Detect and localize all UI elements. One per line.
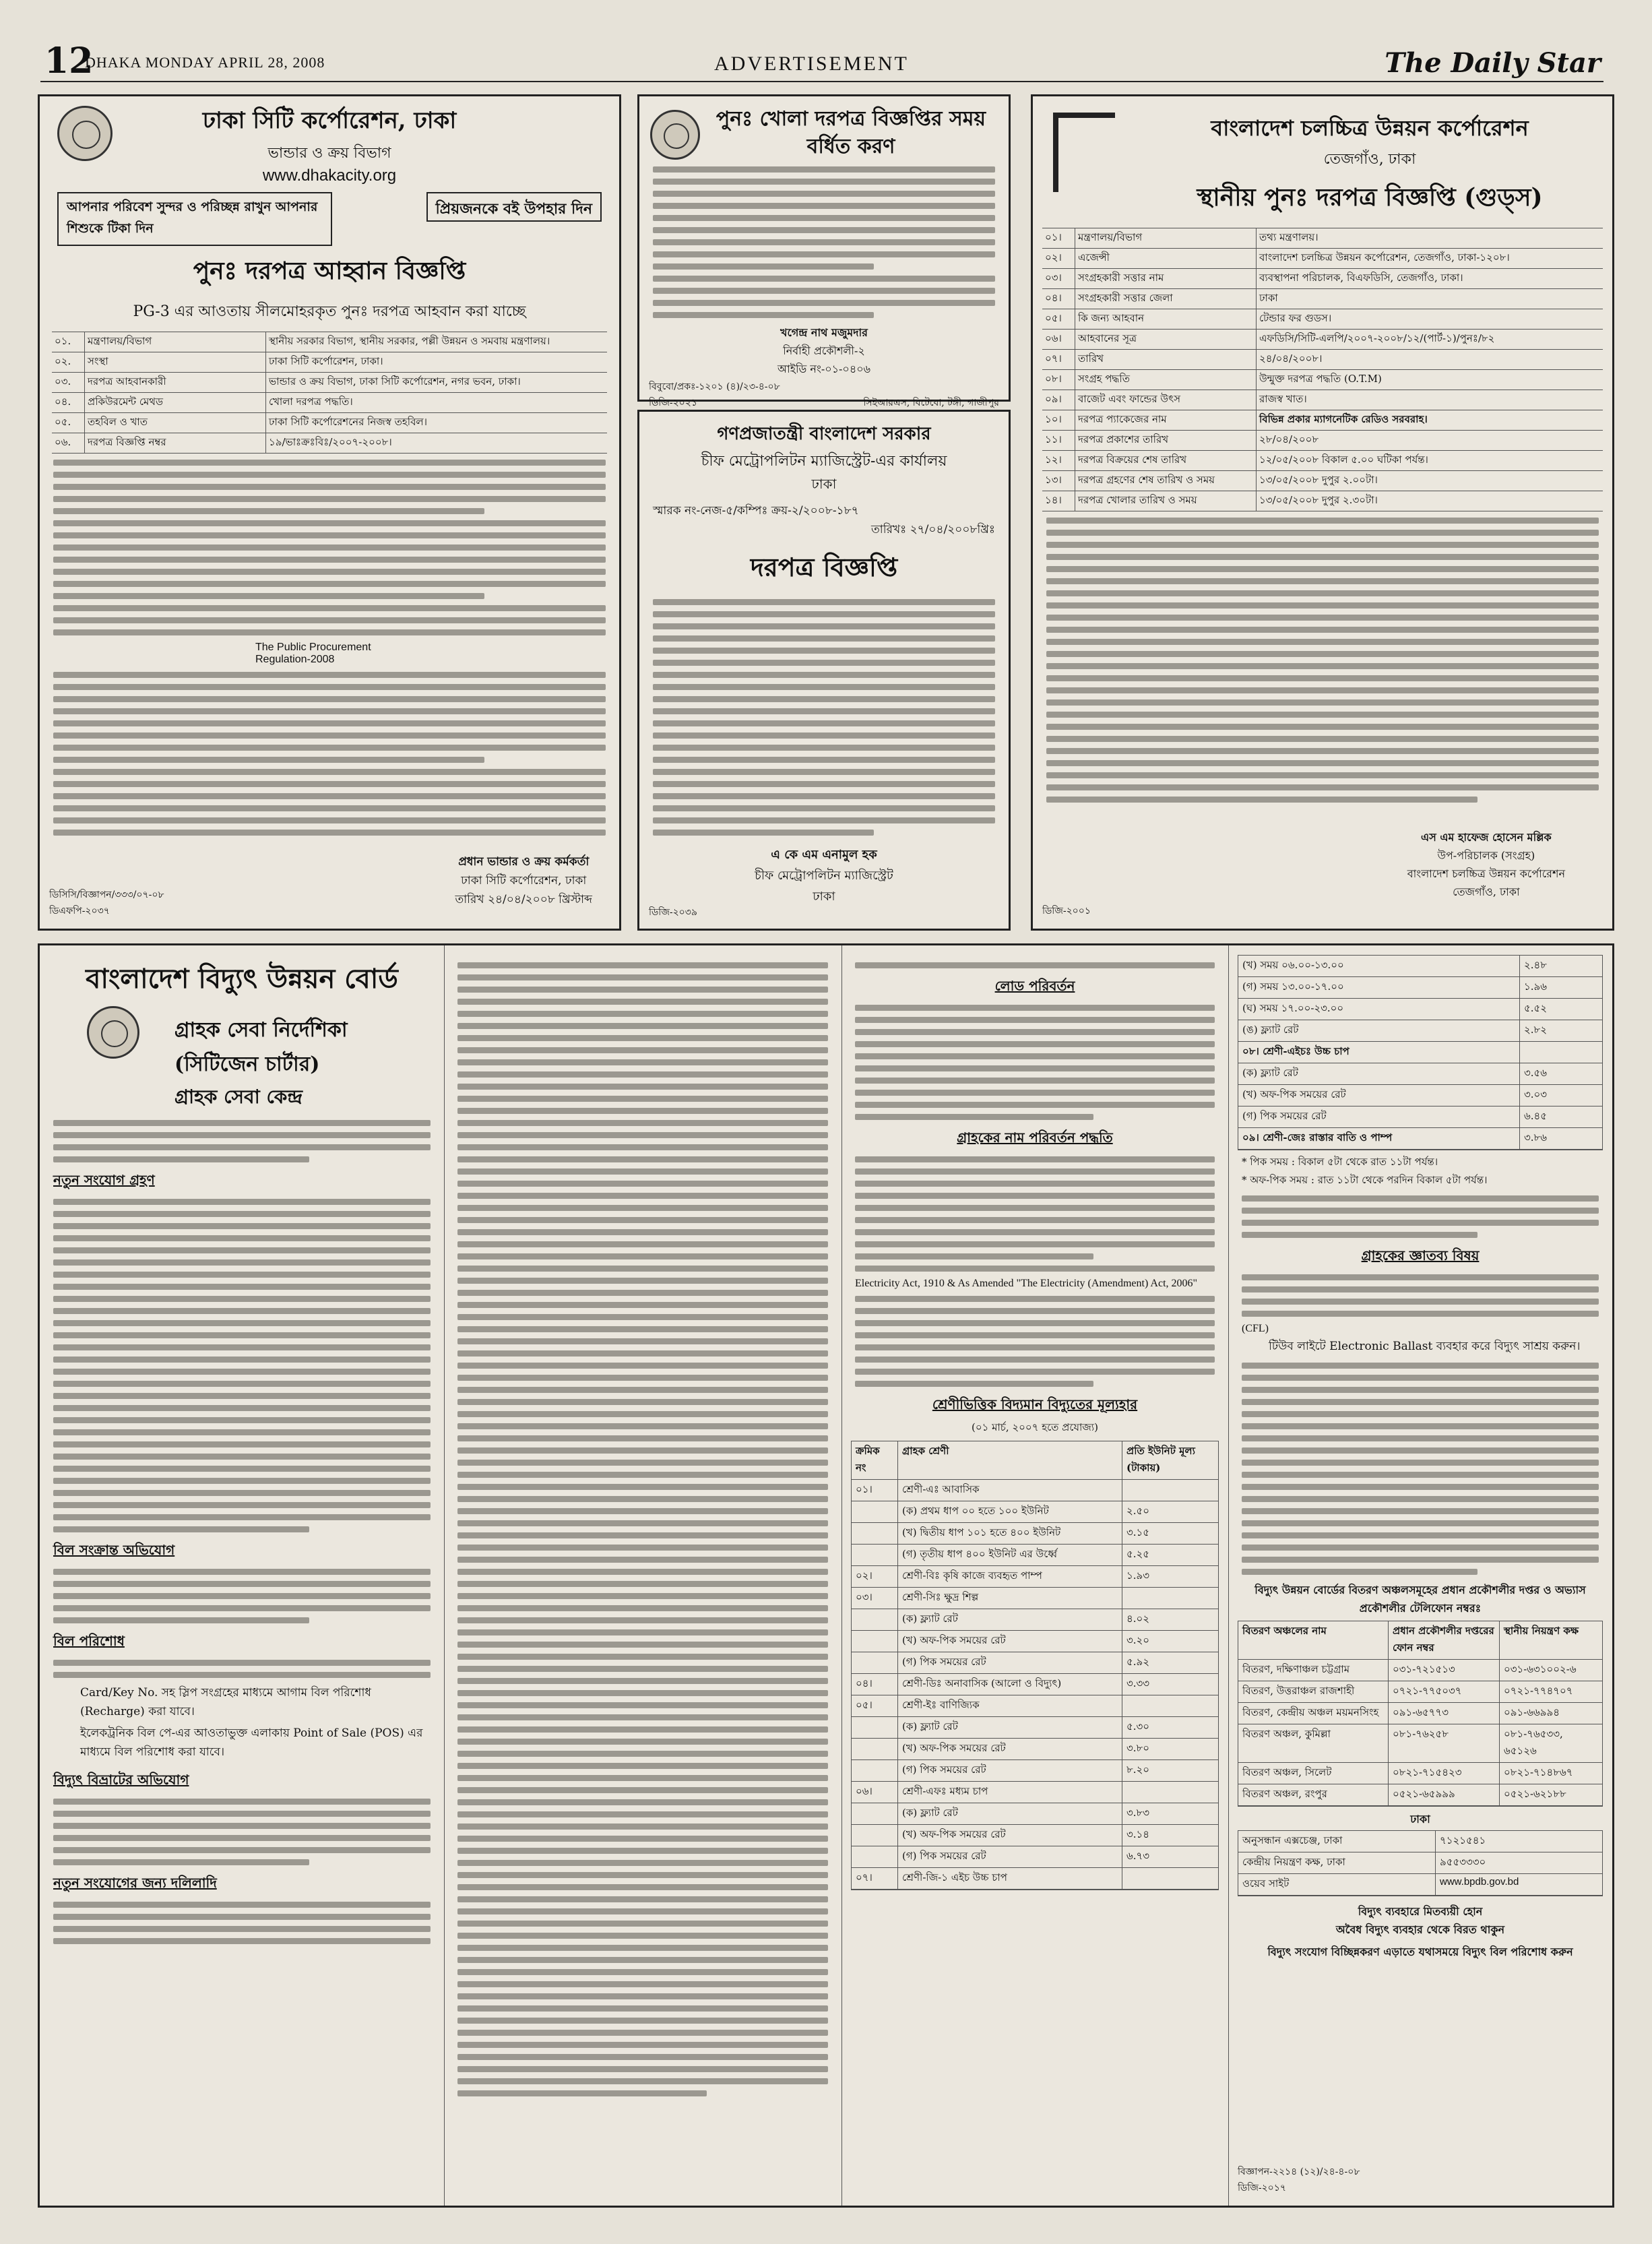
table-row: ০২. সংস্থা ঢাকা সিটি কর্পোরেশন, ঢাকা। xyxy=(52,352,607,373)
ad-dhaka-city-corporation xyxy=(38,94,621,931)
bfdc-body xyxy=(1033,518,1612,803)
ad-cmm-tender xyxy=(637,410,1011,931)
table-row: (গ) তৃতীয় ধাপ ৪০০ ইউনিট এর উর্ধ্বে ৫.২৫ xyxy=(852,1545,1218,1566)
table-row: ০৭। শ্রেণী-জি-১ এইচ উচ্চ চাপ xyxy=(852,1868,1218,1890)
bfdc-dfp: ডিজি-২০০১ xyxy=(1042,906,1091,916)
bpdb-col-2 xyxy=(444,945,842,2206)
table-row: ০১. মন্ত্রণালয়/বিভাগ স্থানীয় সরকার বিভাগ, স্থানীয় সরকার, পল্লী উন্নয়ন ও সমবায় মন্ত্রণালয়। xyxy=(52,332,607,352)
bpdb-h-bill-payment: বিল পরিশোধ xyxy=(53,1633,125,1649)
reopen-title: পুনঃ খোলা দরপত্র বিজ্ঞপ্তির সময় বর্ধিত করণ xyxy=(716,107,986,158)
table-row: বিতরণ, কেন্দ্রীয় অঞ্চল ময়মনসিংহ ০৯১-৬৫৭৭৩ ০৯১-৬৬৯৯৪ xyxy=(1238,1703,1602,1724)
ad-film-corporation xyxy=(1031,94,1614,931)
bpdb-h-docs: নতুন সংযোগের জন্য দলিলাদি xyxy=(53,1875,217,1891)
reopen-ref: বিবুবো/প্রকঃ-১২০১ (৪)/২৩-৪-০৮ xyxy=(649,381,780,392)
dcc-dfp: ডিএফপি-২০৩৭ xyxy=(49,906,110,916)
dcc-date: তারিখ ২৪/০৪/২০০৮ খ্রিস্টাব্দ xyxy=(455,893,592,906)
bpdb-cfl: (CFL) xyxy=(1242,1323,1269,1334)
bpdb-offpeak: * অফ-পিক সময় : রাত ১১টা থেকে পরদিন বিকাল ৫টা পর্যন্ত। xyxy=(1242,1174,1488,1186)
cmm-city: ঢাকা xyxy=(811,476,837,492)
bpdb-subtitle-3: গ্রাহক সেবা কেন্দ্র xyxy=(174,1086,303,1108)
bpdb-h-new-connection: নতুন সংযোগ গ্রহণ xyxy=(53,1172,155,1188)
bpdb-footer-2: অবৈধ বিদ্যুৎ ব্যবহার থেকে বিরত থাকুন xyxy=(1335,1923,1505,1936)
dcc-slogan-left: আপনার পরিবেশ সুন্দর ও পরিচ্ছন্ন রাখুন আপনার শিশুকে টিকা দিন xyxy=(57,192,332,246)
cmm-signer-title: চীফ মেট্রোপলিটন ম্যাজিস্ট্রেট xyxy=(755,869,893,883)
bpdb-dhaka-table xyxy=(1238,1830,1603,1896)
dateline: DHAKA MONDAY APRIL 28, 2008 xyxy=(85,54,325,71)
reopen-signer: খগেন্দ্র নাথ মজুমদার xyxy=(780,326,868,339)
dcc-slogan-right: প্রিয়জনকে বই উপহার দিন xyxy=(426,192,602,222)
bpdb-h-bill-complaint: বিল সংক্রান্ত অভিযোগ xyxy=(53,1542,175,1558)
bpdb-card-key: Card/Key No. সহ স্লিপ সংগ্রহের মাধ্যমে আগাম বিল পরিশোধ (Recharge) করা যাবে। xyxy=(80,1686,371,1718)
table-row: ০৯। বাজেট এবং ফান্ডের উৎস রাজস্ব খাত। xyxy=(1042,390,1603,410)
table-row: ০২। শ্রেণী-বিঃ কৃষি কাজে ব্যবহৃত পাম্প ১.৯৩ xyxy=(852,1566,1218,1588)
table-row: ০৬. দরপত্র বিজ্ঞপ্তি নম্বর ১৯/ভাঃক্রঃবিঃ/২০০৭-২০০৮। xyxy=(52,433,607,454)
bfdc-signer: এস এম হাফেজ হোসেন মল্লিক xyxy=(1421,831,1552,844)
table-row: ০৩। শ্রেণী-সিঃ ক্ষুদ্র শিল্প xyxy=(852,1588,1218,1609)
bpdb-electricity-act: Electricity Act, 1910 & As Amended "The Electricity (Amendment) Act, 2006" xyxy=(855,1278,1198,1289)
cmm-signer: এ কে এম এনামুল হক xyxy=(771,848,877,862)
table-row: ০৮। শ্রেণী-এইচঃ উচ্চ চাপ xyxy=(1238,1042,1602,1063)
table-row: ০১। মন্ত্রণালয়/বিভাগ তথ্য মন্ত্রণালয়। xyxy=(1042,228,1603,249)
bpdb-pos: ইলেকট্রনিক বিল পে-এর আওতাভুক্ত এলাকায় Point of Sale (POS) এর মাধ্যমে বিল পরিশোধ করা যাবে। xyxy=(80,1726,423,1759)
table-row: ০৪। সংগ্রহকারী সত্তার জেলা ঢাকা xyxy=(1042,289,1603,309)
section-label: ADVERTISEMENT xyxy=(714,53,909,75)
bpdb-logo-icon xyxy=(87,1006,139,1059)
table-row: (গ) পিক সময়ের রেট ৬.৪৫ xyxy=(1238,1107,1602,1128)
dcc-signer: প্রধান ভান্ডার ও ক্রয় কর্মকর্তা xyxy=(458,855,590,869)
dcc-website: www.dhakacity.org xyxy=(262,166,397,185)
bpdb-h-awareness: গ্রাহকের জ্ঞাতব্য বিষয় xyxy=(1361,1247,1480,1264)
table-row: (গ) পিক সময়ের রেট ৫.৯২ xyxy=(852,1652,1218,1674)
bfdc-signer-title: উপ-পরিচালক (সংগ্রহ) xyxy=(1437,849,1535,862)
dcc-ppr-ref: The Public Procurement Regulation-2008 xyxy=(255,642,371,665)
table-row: ০৬। শ্রেণী-এফঃ মধ্যম চাপ xyxy=(852,1782,1218,1803)
reopen-org: সিইআরএস, বিটেবো, টঙ্গী, গাজীপুর xyxy=(863,398,999,408)
bpdb-col-3 xyxy=(841,945,1229,2206)
bfdc-place: তেজগাঁও, ঢাকা xyxy=(1323,151,1416,168)
table-row: ০৩। সংগ্রহকারী সত্তার নাম ব্যবস্থাপনা পরিচালক, বিএফডিসি, তেজগাঁও, ঢাকা। xyxy=(1042,269,1603,289)
dcc-signer-org: ঢাকা সিটি কর্পোরেশন, ঢাকা xyxy=(461,874,587,887)
bpdb-footer-3: বিদ্যুৎ সংযোগ বিচ্ছিন্নকরণ এড়াতে যথাসময়ে বিদ্যুৎ বিল পরিশোধ করুন xyxy=(1267,1945,1573,1958)
bfdc-title: স্থানীয় পুনঃ দরপত্র বিজ্ঞপ্তি (গুড্স) xyxy=(1197,183,1543,212)
table-row: অনুসন্ধান এক্সচেঞ্জ, ঢাকা ৭১২১৫৪১ xyxy=(1238,1831,1602,1852)
bpdb-footer-1: বিদ্যুৎ ব্যবহারে মিতব্যয়ী হোন xyxy=(1358,1905,1483,1918)
table-row: ০১। শ্রেণী-এঃ আবাসিক xyxy=(852,1480,1218,1501)
table-row: ০৮। সংগ্রহ পদ্ধতি উন্মুক্ত দরপত্র পদ্ধতি (O.T.M) xyxy=(1042,370,1603,390)
table-row: (গ) সময় ১৩.০০-১৭.০০ ১.৯৬ xyxy=(1238,977,1602,999)
table-row: বিতরণ অঞ্চল, রংপুর ০৫২১-৬৫৯৯৯ ০৫২১-৬২১৮৮ xyxy=(1238,1784,1602,1806)
table-row: (ক) ফ্ল্যাট রেট ৩.৮৩ xyxy=(852,1803,1218,1825)
bpdb-ballast: টিউব লাইটে Electronic Ballast ব্যবহার করে বিদ্যুৎ সাশ্রয় করুন। xyxy=(1269,1340,1581,1353)
table-row: ০৯। শ্রেণী-জেঃ রাস্তার বাতি ও পাম্প ৩.৮৬ xyxy=(1238,1128,1602,1150)
bpdb-subtitle-1: গ্রাহক সেবা নির্দেশিকা xyxy=(174,1018,348,1042)
table-row: (খ) সময় ০৬.০০-১৩.০০ ২.৪৮ xyxy=(1238,956,1602,977)
bpdb-contacts-table: বিতরণ অঞ্চলের নাম প্রধান প্রকৌশলীর দপ্তরের ফোন নম্বর স্থানীয় নিয়ন্ত্রণ কক্ষ বিতরণ, দক্ষিণাঞ্চল চট্টগ্রাম ০৩১-৭২১৫১৩ ০৩১-৬৩১০০২-৬ বিতরণ, উত্তরাঞ্চল রাজশাহী ০৭২১-৭৭৫০৩৭ ০৭২১-৭৭৪৭০৭ বিতরণ, কেন্দ্রীয় অঞ্চল ময়মনসিংহ ০৯১-৬৫৭৭৩ ০৯১-৬৬৯৯৪ বিতরণ অঞ্চল, কুমিল্লা ০৮১-৭৬২৫৮ ০৮১-৭৬৫৩৩, ৬৫১২৬ বিতরণ অঞ্চল, সিলেট ০৮২১-৭১৫৪২৩ ০৮২১-৭১৪৮৬৭ বিতরণ অঞ্চল, রংপুর ০৫২১-৬৫৯৯৯ ০৫২১-৬২১৮৮ xyxy=(1238,1621,1603,1807)
cmm-dfp: ডিজি-২০৩৯ xyxy=(649,907,697,918)
bpdb-dhaka-label: ঢাকা xyxy=(1410,1813,1430,1826)
dcc-org-name: ঢাকা সিটি কর্পোরেশন, ঢাকা xyxy=(202,107,457,134)
btb-logo-icon xyxy=(650,110,700,160)
table-row: ০৫। কি জন্য আহবান টেন্ডার ফর গুডস। xyxy=(1042,309,1603,330)
bpdb-right-rates xyxy=(1238,955,1603,1150)
table-row: বিতরণ অঞ্চল, সিলেট ০৮২১-৭১৫৪২৩ ০৮২১-৭১৪৮৬৭ xyxy=(1238,1763,1602,1784)
bpdb-col-4 xyxy=(1228,945,1612,2206)
bfdc-org: বাংলাদেশ চলচ্চিত্র উন্নয়ন কর্পোরেশন xyxy=(1211,115,1529,141)
table-row: (ক) ফ্ল্যাট রেট ৫.৩০ xyxy=(852,1717,1218,1739)
table-row: ১২। দরপত্র বিক্রয়ের শেষ তারিখ ১২/০৫/২০০৮ বিকাল ৫.০০ ঘটিকা পর্যন্ত। xyxy=(1042,451,1603,471)
table-row: (গ) পিক সময়ের রেট ৮.২০ xyxy=(852,1760,1218,1782)
cmm-title: দরপত্র বিজ্ঞপ্তি xyxy=(750,552,898,582)
page-number: 12 xyxy=(44,40,94,82)
bpdb-peak: * পিক সময় : বিকাল ৫টা থেকে রাত ১১টা পর্যন্ত। xyxy=(1242,1156,1438,1168)
table-row: (খ) অফ-পিক সময়ের রেট ৩.১৪ xyxy=(852,1825,1218,1846)
table-row: বিতরণ, উত্তরাঞ্চল রাজশাহী ০৭২১-৭৭৫০৩৭ ০৭২১-৭৭৪৭০৭ xyxy=(1238,1681,1602,1703)
dcc-ref: ডিসিসি/বিজ্ঞাপন/৩৩৩/০৭-০৮ xyxy=(49,890,164,900)
cmm-memo: স্মারক নং-নেজ-৫/কম্পিঃ ক্রয়-২/২০০৮-১৮৭ xyxy=(653,504,859,518)
bpdb-h-load: লোড পরিবর্তন xyxy=(994,978,1075,994)
table-row: (ক) প্রথম ধাপ ০০ হতে ১০০ ইউনিট ২.৫০ xyxy=(852,1501,1218,1523)
table-row: (খ) অফ-পিক সময়ের রেট ৩.০৩ xyxy=(1238,1085,1602,1107)
table-row: ১১। দরপত্র প্রকাশের তারিখ ২৮/০৪/২০০৮ xyxy=(1042,431,1603,451)
masthead xyxy=(40,40,1603,82)
table-row: ১০। দরপত্র প্যাকেজের নাম বিভিন্ন প্রকার ম্যাগনেটিক রেডিও সরবরাহ। xyxy=(1042,410,1603,431)
table-row: বিতরণ অঞ্চল, কুমিল্লা ০৮১-৭৬২৫৮ ০৮১-৭৬৫৩৩, ৬৫১২৬ xyxy=(1238,1724,1602,1763)
table-row: (ক) ফ্ল্যাট রেট ৪.০২ xyxy=(852,1609,1218,1631)
table-row: ০৪. প্রকিউরমেন্ট মেথড খোলা দরপত্র পদ্ধতি। xyxy=(52,393,607,413)
bpdb-h-outage: বিদ্যুৎ বিভ্রাটের অভিযোগ xyxy=(53,1772,189,1788)
ad-reopen-tender xyxy=(637,94,1011,408)
bpdb-subtitle-2: (সিটিজেন চার্টার) xyxy=(174,1053,320,1076)
table-row: (খ) অফ-পিক সময়ের রেট ৩.২০ xyxy=(852,1631,1218,1652)
dcc-dept: ভান্ডার ও ক্রয় বিভাগ xyxy=(267,145,391,162)
cmm-office: চীফ মেট্রোপলিটন ম্যাজিস্ট্রেট-এর কার্যালয় xyxy=(701,453,947,470)
bpdb-tariff-table: ক্রমিক নং গ্রাহক শ্রেণী প্রতি ইউনিট মূল্য (টাকায়) ০১। শ্রেণী-এঃ আবাসিক (ক) প্রথম ধাপ ০০ হতে ১০০ ইউনিট ২.৫০ (খ) দ্বিতীয় ধাপ ১০১ হতে ৪০০ ইউনিট ৩.১৫ (গ) তৃতীয় ধাপ ৪০০ ইউনিট এর উর্ধ্বে ৫.২৫ ০২। শ্রেণী-বিঃ কৃষি কাজে ব্যবহৃত পাম্প ১.৯৩ ০৩। শ্রেণী-সিঃ ক্ষুদ্র শিল্প (ক) ফ্ল্যাট রেট ৪.০২ (খ) অফ-পিক সময়ের রেট ৩.২০ (গ) পিক সময়ের রেট ৫.৯২ ০৪। শ্রেণী-ডিঃ অনাবাসিক (আলো ও বিদ্যুৎ) ৩.৩৩ ০৫। শ্রেণী-ইঃ বাণিজ্যিক (ক) ফ্ল্যাট রেট ৫.৩০ (খ) অফ-পিক সময়ের রেট ৩.৮০ (গ) পিক সময়ের রেট ৮.২০ ০৬। শ্রেণী-এফঃ মধ্যম চাপ (ক) ফ্ল্যাট রেট ৩.৮৩ (খ) অফ-পিক সময়ের রেট ৩.১৪ (গ) পিক সময়ের রেট ৬.৭৩ ০৭। শ্রেণী-জি-১ এইচ উচ্চ চাপ xyxy=(851,1441,1219,1890)
reopen-dfp: ডিজি-২০২১ xyxy=(649,398,697,408)
dcc-body-text xyxy=(40,460,619,635)
cmm-date: তারিখঃ ২৭/০৪/২০০৮খ্রিঃ xyxy=(871,523,995,536)
table-row: ০৩. দরপত্র আহবানকারী ভান্ডার ও ক্রয় বিভাগ, ঢাকা সিটি কর্পোরেশন, নগর ভবন, ঢাকা। xyxy=(52,373,607,393)
bfdc-signer-place: তেজগাঁও, ঢাকা xyxy=(1453,885,1520,898)
table-row: বিতরণ, দক্ষিণাঞ্চল চট্টগ্রাম ০৩১-৭২১৫১৩ ০৩১-৬৩১০০২-৬ xyxy=(1238,1660,1602,1681)
cmm-body xyxy=(639,599,1009,836)
table-row: ০২। এজেন্সী বাংলাদেশ চলচ্চিত্র উন্নয়ন কর্পোরেশন, তেজগাঁও, ঢাকা-১২০৮। xyxy=(1042,249,1603,269)
table-row: ০৪। শ্রেণী-ডিঃ অনাবাসিক (আলো ও বিদ্যুৎ) ৩.৩৩ xyxy=(852,1674,1218,1695)
dcc-logo-icon xyxy=(57,106,113,161)
bpdb-org: বাংলাদেশ বিদ্যুৎ উন্নয়ন বোর্ড xyxy=(86,963,398,995)
table-row: (খ) দ্বিতীয় ধাপ ১০১ হতে ৪০০ ইউনিট ৩.১৫ xyxy=(852,1523,1218,1545)
bpdb-col-1 xyxy=(40,945,445,2206)
cmm-signer-city: ঢাকা xyxy=(813,890,835,904)
table-row: ১৩। দরপত্র গ্রহণের শেষ তারিখ ও সময় ১৩/০৫/২০০৮ দুপুর ২.০০টা। xyxy=(1042,471,1603,491)
table-row: ০৫. তহবিল ও খাত ঢাকা সিটি কর্পোরেশনের নিজস্ব তহবিল। xyxy=(52,413,607,433)
reopen-signer-title: নির্বাহী প্রকৌশলী-২ xyxy=(783,344,865,357)
reopen-signer-id: আইডি নং-০১-০৪০৬ xyxy=(777,363,871,375)
table-row: ০৬। আহবানের সূত্র এফডিসি/সিটি-এলপি/২০০৭-২০০৮/১২/(পার্ট-১)/পুনঃ/৮২ xyxy=(1042,330,1603,350)
dcc-body-text-2 xyxy=(40,672,619,836)
bpdb-dfp: ডিজি-২০১৭ xyxy=(1238,2183,1286,2193)
reopen-body xyxy=(639,166,1009,318)
bpdb-h-tariff: শ্রেণীভিত্তিক বিদ্যমান বিদ্যুতের মূল্যহার xyxy=(932,1396,1138,1412)
table-row: ওয়েব সাইট www.bpdb.gov.bd xyxy=(1238,1874,1602,1896)
bpdb-h-contacts: বিদ্যুৎ উন্নয়ন বোর্ডের বিতরণ অঞ্চলসমূহের প্রধান প্রকৌশলীর দপ্তর ও অভ্যাস প্রকৌশলীর টেলিফোন নম্বরঃ xyxy=(1254,1584,1586,1615)
bpdb-h-name-change: গ্রাহকের নাম পরিবর্তন পদ্ধতি xyxy=(957,1129,1113,1146)
bfdc-signer-org: বাংলাদেশ চলচ্চিত্র উন্নয়ন কর্পোরেশন xyxy=(1407,867,1565,880)
dcc-table xyxy=(52,332,607,454)
table-row: ১৪। দরপত্র খোলার তারিখ ও সময় ১৩/০৫/২০০৮ দুপুর ২.৩০টা। xyxy=(1042,491,1603,511)
cmm-gov: গণপ্রজাতন্ত্রী বাংলাদেশ সরকার xyxy=(717,424,931,444)
table-row: ০৫। শ্রেণী-ইঃ বাণিজ্যিক xyxy=(852,1695,1218,1717)
table-row: ০৭। তারিখ ২৪/০৪/২০০৮। xyxy=(1042,350,1603,370)
table-row: (ক) ফ্ল্যাট রেট ৩.৫৬ xyxy=(1238,1063,1602,1085)
newspaper-brand: The Daily Star xyxy=(1385,47,1601,79)
bfdc-logo-icon xyxy=(1053,113,1115,192)
dcc-notice-subtitle: PG-3 এর আওতায় সীলমোহরকৃত পুনঃ দরপত্র আহবান করা যাচ্ছে xyxy=(133,303,526,320)
bpdb-ref: বিজ্ঞাপন-২২১৪ (১২)/২৪-৪-০৮ xyxy=(1238,2167,1360,2177)
ad-bpdb-citizen-charter xyxy=(38,943,1614,2208)
bpdb-tariff-note: (০১ মার্চ, ২০০৭ হতে প্রযোজ্য) xyxy=(972,1421,1098,1433)
table-row: কেন্দ্রীয় নিয়ন্ত্রণ কক্ষ, ঢাকা ৯৫৫৩৩৩০ xyxy=(1238,1852,1602,1874)
table-row: (খ) অফ-পিক সময়ের রেট ৩.৮০ xyxy=(852,1739,1218,1760)
table-row: (ঙ) ফ্ল্যাট রেট ২.৮২ xyxy=(1238,1020,1602,1042)
table-row: (গ) পিক সময়ের রেট ৬.৭৩ xyxy=(852,1846,1218,1868)
bfdc-table xyxy=(1042,228,1603,511)
table-row: (ঘ) সময় ১৭.০০-২৩.০০ ৫.৫২ xyxy=(1238,999,1602,1020)
dcc-notice-title: পুনঃ দরপত্র আহ্বান বিজ্ঞপ্তি xyxy=(193,257,466,285)
